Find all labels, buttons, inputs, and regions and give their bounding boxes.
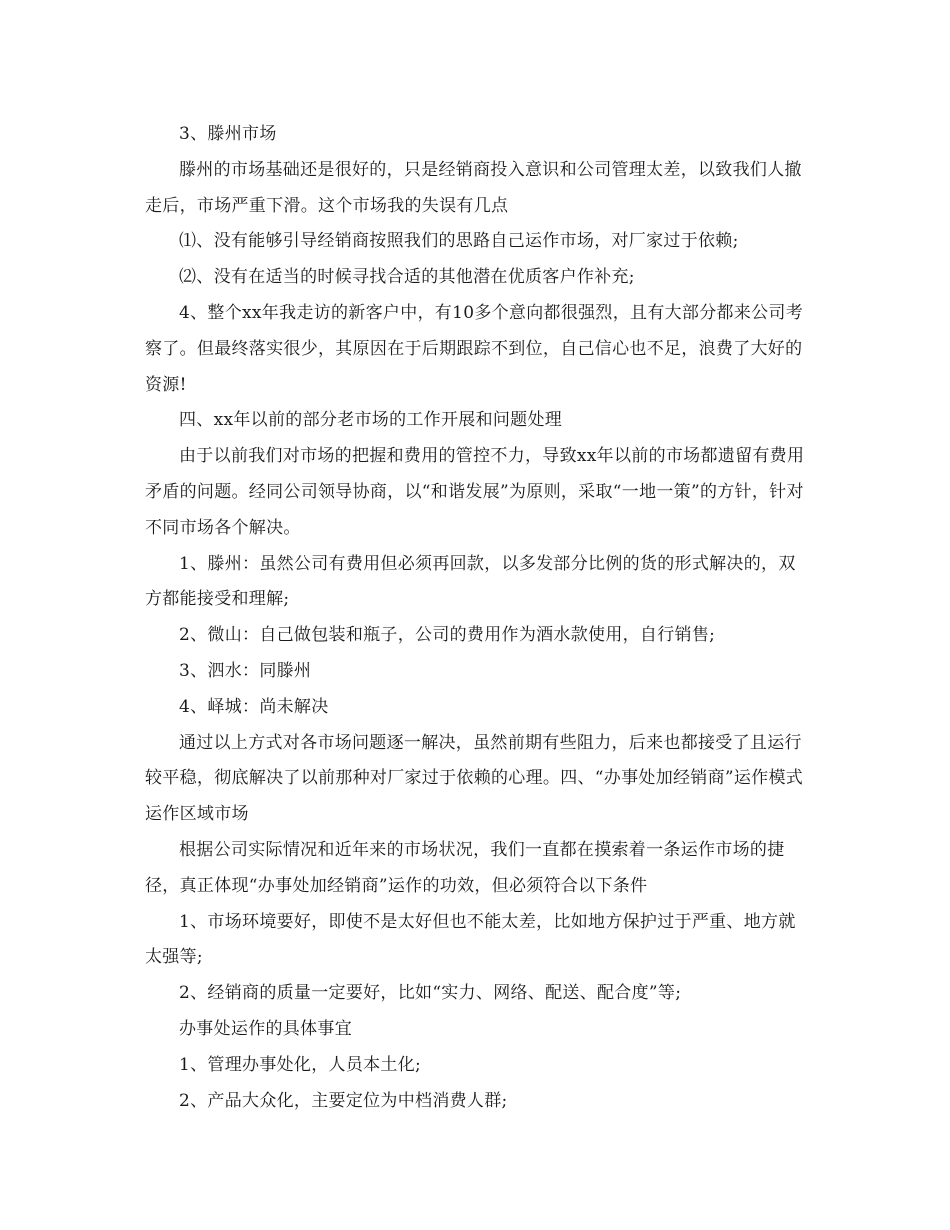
paragraph-old-markets-overview: 由于以前我们对市场的把握和费用的管控不力，导致xx年以前的市场都遗留有费用矛盾的问题。经同公司领导协商，以“和谐发展”为原则，采取“一地一策”的方针，针对不同市场各个解决。 — [145, 446, 805, 538]
paragraph-mistake-2: ⑵、没有在适当的时候寻找合适的其他潜在优质客户作补充; — [179, 267, 635, 288]
paragraph-item-yicheng: 4、峄城：尚未解决 — [179, 696, 329, 717]
paragraph-mistake-1: ⑴、没有能够引导经销商按照我们的思路自己运作市场，对厂家过于依赖; — [179, 231, 739, 252]
paragraph-item-sishui: 3、泗水：同滕州 — [179, 660, 312, 681]
paragraph-condition-2: 2、经销商的质量一定要好，比如“实力、网络、配送、配合度”等; — [179, 983, 682, 1004]
paragraph-resolution-summary: 通过以上方式对各市场问题逐一解决，虽然前期有些阻力，后来也都接受了且运行较平稳，彻底解决了以前那种对厂家过于依赖的心理。四、“办事处加经销商”运作模式运作区域市场 — [145, 732, 804, 825]
paragraph-operation-2: 2、产品大众化，主要定位为中档消费人群; — [179, 1090, 508, 1111]
paragraph-operation-1: 1、管理办事处化，人员本土化; — [179, 1054, 422, 1075]
paragraph-heading-tengzhou-market: 3、滕州市场 — [179, 124, 277, 144]
paragraph-item-weishan: 2、微山：自己做包装和瓶子，公司的费用作为酒水款使用，自行销售; — [179, 625, 716, 646]
paragraph-tengzhou-overview: 滕州的市场基础还是很好的，只是经销商投入意识和公司管理太差，以致我们人撤走后，市场严重下滑。这个市场我的失误有几点 — [145, 159, 802, 216]
paragraph-condition-1: 1、市场环境要好，即使不是太好但也不能太差，比如地方保护过于严重、地方就太强等; — [145, 911, 796, 968]
paragraph-heading-old-markets: 四、xx年以前的部分老市场的工作开展和问题处理 — [179, 410, 563, 431]
paragraph-item-tengzhou: 1、滕州：虽然公司有费用但必须再回款，以多发部分比例的货的形式解决的，双方都能接受和理解; — [145, 553, 796, 610]
paragraph-new-clients: 4、整个xx年我走访的新客户中，有10多个意向都很强烈，且有大部分都来公司考察了。但最终落实很少，其原因在于后期跟踪不到位，自己信心也不足，浪费了大好的资源! — [145, 302, 804, 395]
paragraph-heading-office-operations: 办事处运作的具体事宜 — [179, 1018, 352, 1039]
paragraph-conditions-intro: 根据公司实际情况和近年来的市场状况，我们一直都在摸索着一条运作市场的捷径，真正体现“办事处加经销商”运作的功效，但必须符合以下条件 — [145, 839, 785, 896]
